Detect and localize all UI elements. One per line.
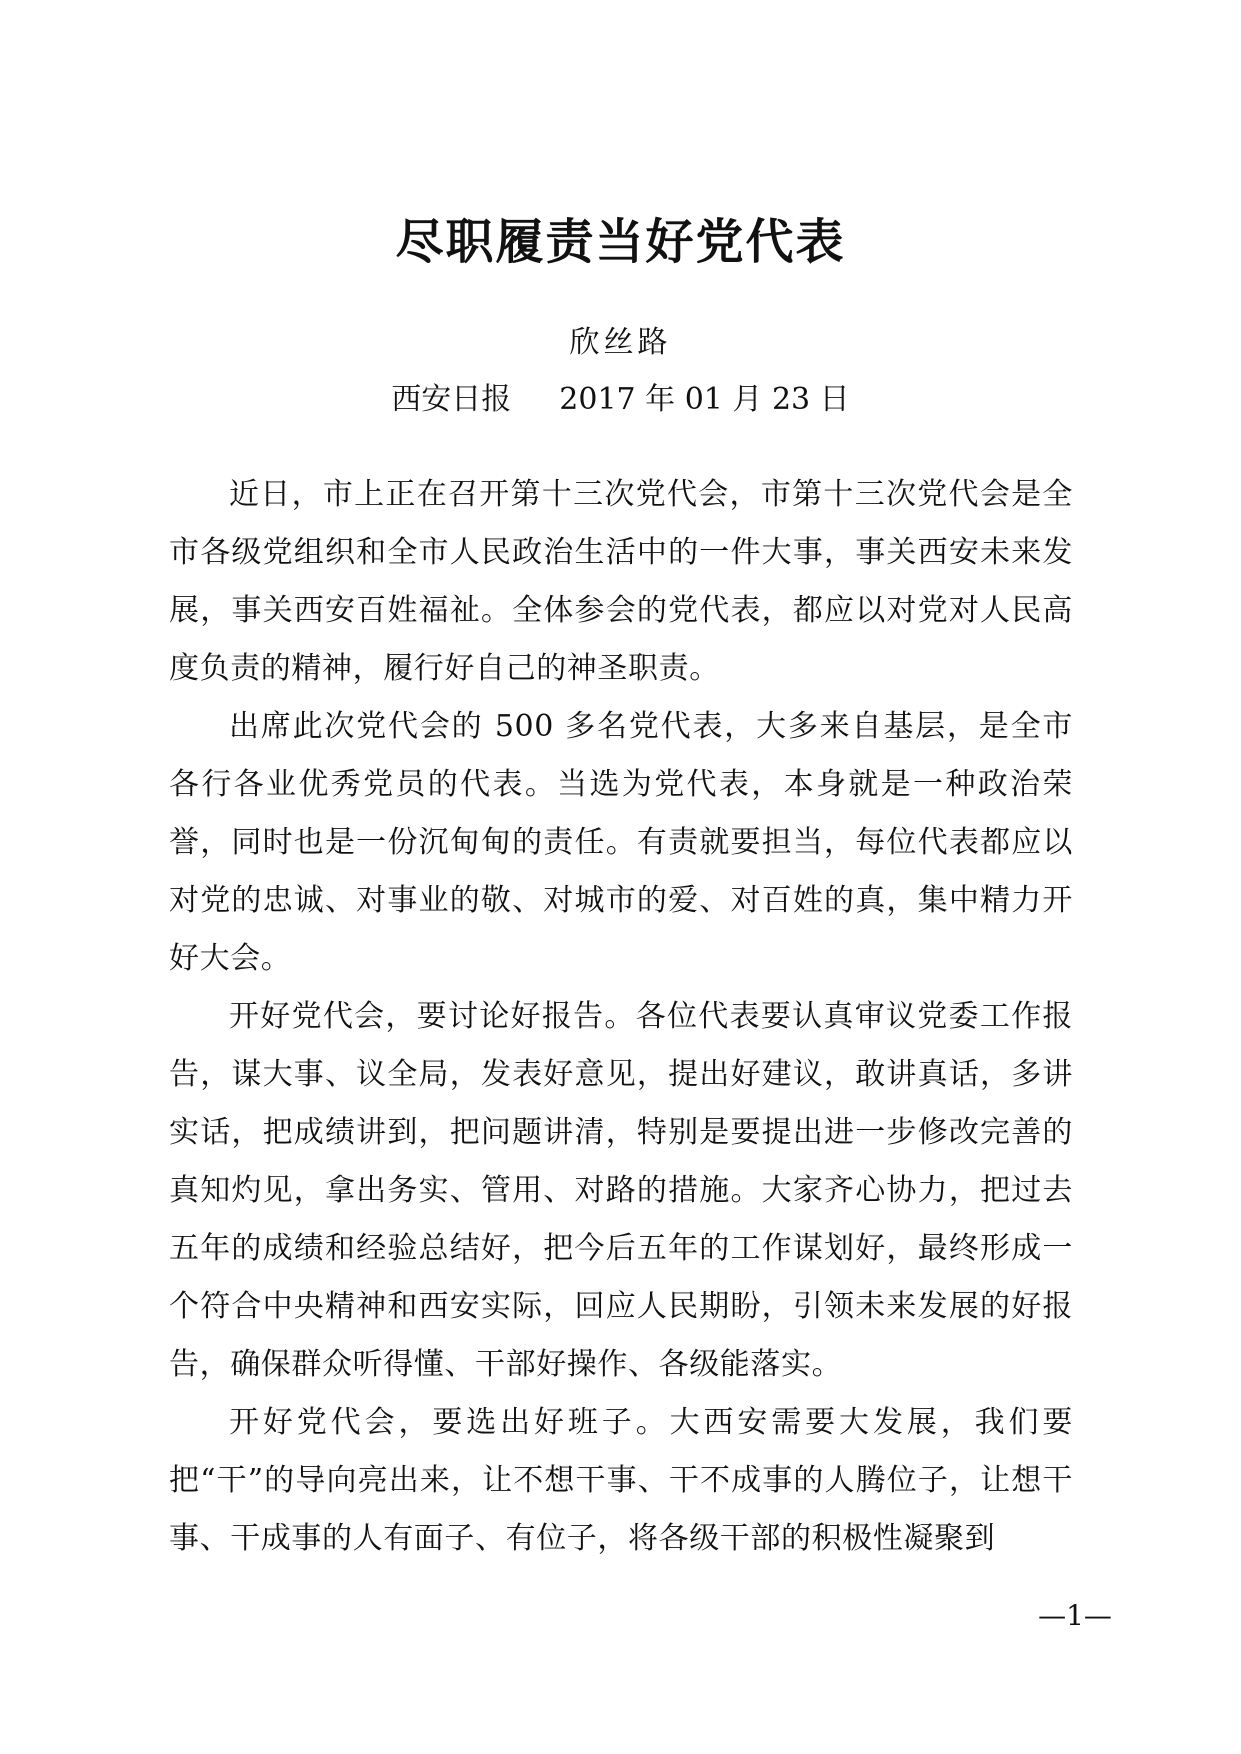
article-source-line [0,380,1241,420]
article-author: 欣丝路 [569,325,672,360]
paragraph-2: 出席此次党代会的 500 多名党代表，大多来自基层，是全市各行各业优秀党员的代表。当选为党代表，本身就是一种政治荣誉，同时也是一份沉甸甸的责任。有责就要担当，每位代表都应以对党的忠诚、对事业的敬、对城市的爱、对百姓的真，集中精力开好大会。 [169,709,1073,976]
publication-name: 西安日报 [391,382,512,417]
paragraph-3: 开好党代会，要讨论好报告。各位代表要认真审议党委工作报告，谋大事、议全局，发表好意见，提出好建议，敢讲真话，多讲实话，把成绩讲到，把问题讲清，特别是要提出进一步修改完善的真知灼见，拿出务实、管用、对路的措施。大家齐心协力，把过去五年的成绩和经验总结好，把今后五年的工作谋划好，最终形成一个符合中央精神和西安实际，回应人民期盼，引领未来发展的好报告，确保群众听得懂、干部好操作、各级能落实。 [169,999,1073,1382]
paragraph-1: 近日，市上正在召开第十三次党代会，市第十三次党代会是全市各级党组织和全市人民政治生活中的一件大事，事关西安未来发展，事关西安百姓福祉。全体参会的党代表，都应以对党对人民高度负责的精神，履行好自己的神圣职责。 [169,477,1073,686]
paragraph-4: 开好党代会，要选出好班子。大西安需要大发展，我们要把“干”的导向亮出来，让不想干事、干不成事的人腾位子，让想干事、干成事的人有面子、有位子，将各级干部的积极性凝聚到 [169,1405,1073,1556]
article-title: 尽职履责当好党代表 [395,214,846,270]
page-number: —1— [1038,1599,1112,1632]
publication-date: 2017 年 01 月 23 日 [559,382,850,417]
article-body [169,466,1073,1568]
